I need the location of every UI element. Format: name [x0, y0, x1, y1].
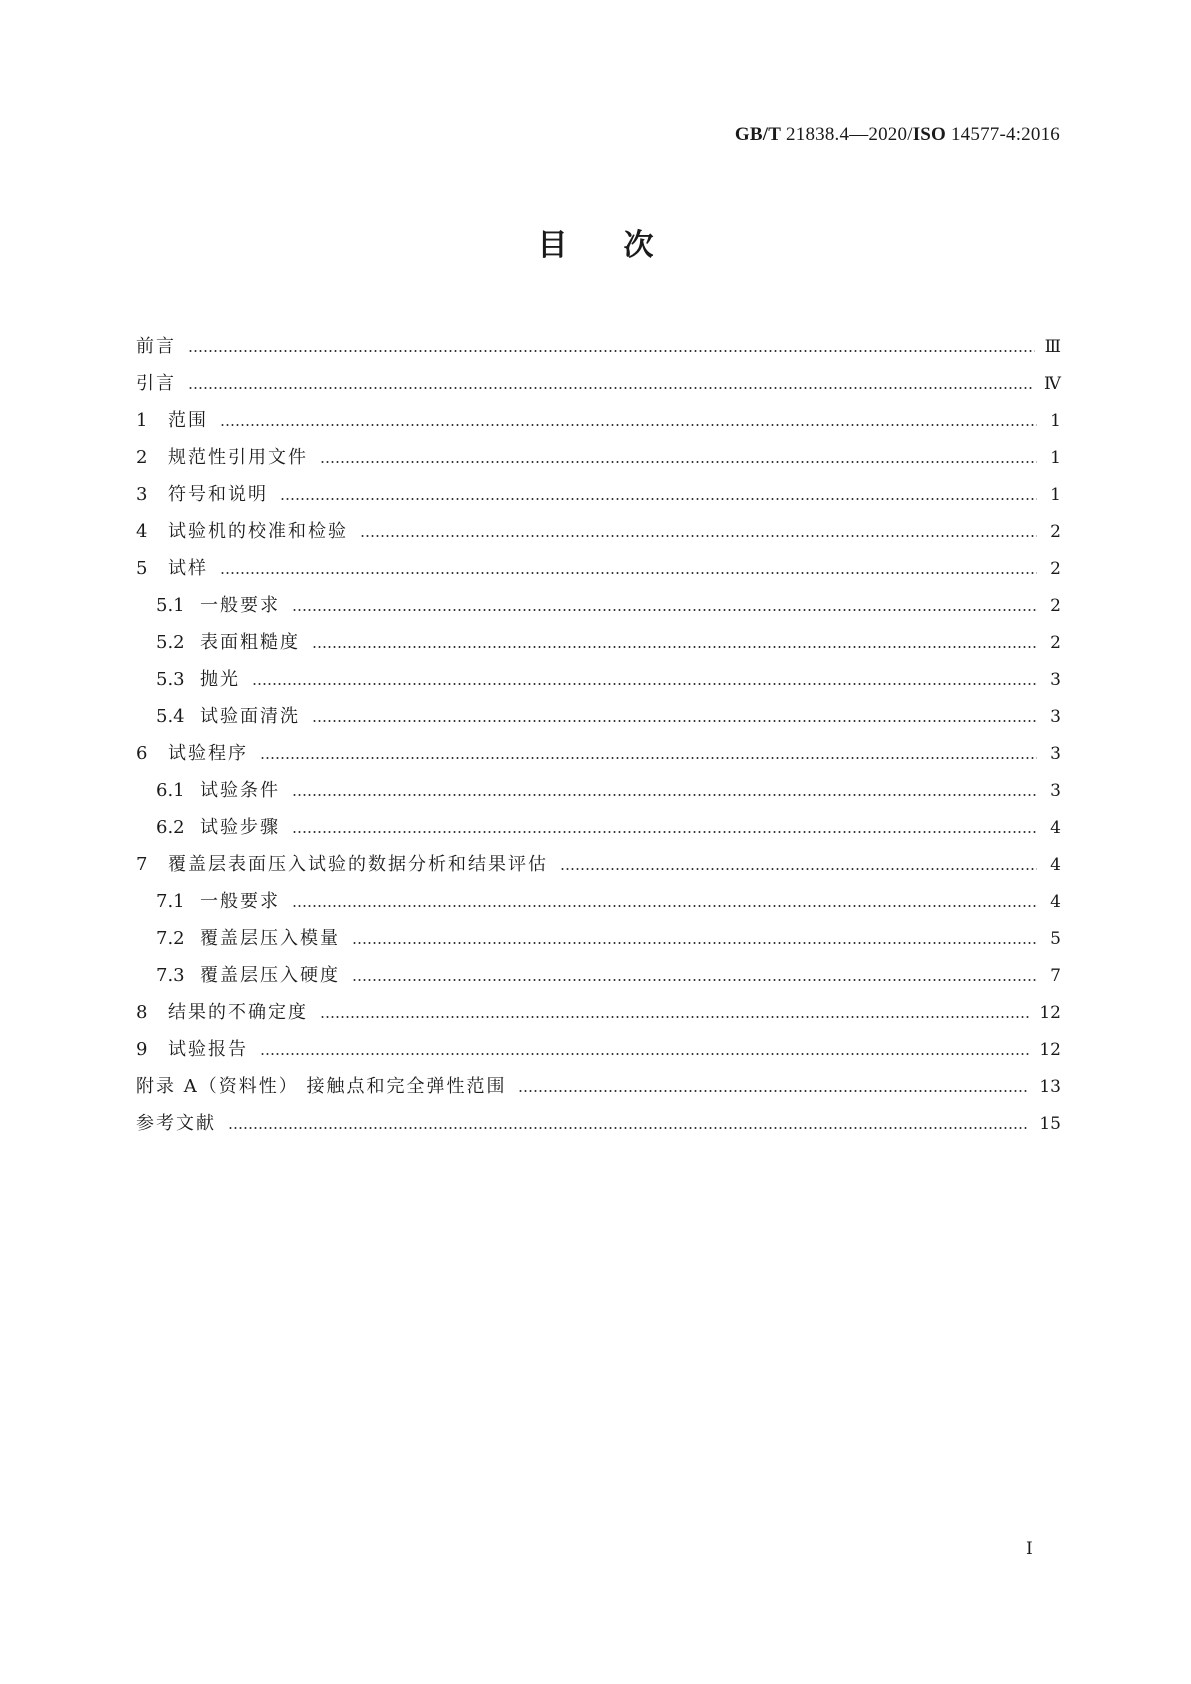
page-number: I	[1026, 1539, 1033, 1559]
toc-entry-number: 9	[136, 1038, 148, 1060]
toc-dot-leader	[292, 905, 1037, 907]
toc-entry-label: 试验面清洗	[200, 705, 300, 727]
toc-entry-label: 试验条件	[200, 779, 280, 801]
toc-entry-label: 规范性引用文件	[168, 446, 308, 468]
toc-entry-label: 试验程序	[168, 742, 248, 764]
toc-entry-page: Ⅳ	[1044, 373, 1061, 394]
toc-dot-leader	[220, 572, 1037, 574]
toc-entry[interactable]	[136, 920, 1061, 957]
page-title: 目次	[537, 228, 710, 263]
toc-entry-label: 范围	[168, 409, 208, 431]
toc-entry-label: 引言	[136, 372, 176, 394]
toc-entry[interactable]	[136, 550, 1061, 587]
toc-dot-leader	[188, 387, 1034, 389]
toc-entry-page: 2	[1050, 558, 1061, 579]
toc-entry-label: 覆盖层表面压入试验的数据分析和结果评估	[168, 853, 548, 875]
toc-entry-page: 1	[1050, 410, 1061, 431]
toc-entry[interactable]	[136, 698, 1061, 735]
toc-entry[interactable]	[136, 661, 1061, 698]
toc-dot-leader	[518, 1090, 1029, 1092]
toc-entry-label: 试验报告	[168, 1038, 248, 1060]
toc-entry-label: 一般要求	[200, 594, 280, 616]
toc-entry[interactable]	[136, 772, 1061, 809]
toc-entry-label: 结果的不确定度	[168, 1001, 308, 1023]
table-of-contents	[136, 328, 1061, 1142]
toc-dot-leader	[280, 498, 1037, 500]
toc-dot-leader	[352, 942, 1037, 944]
toc-entry[interactable]	[136, 624, 1061, 661]
toc-dot-leader	[260, 1053, 1029, 1055]
toc-entry-page: 3	[1050, 780, 1061, 801]
toc-entry-label: 试验机的校准和检验	[168, 520, 348, 542]
toc-dot-leader	[320, 1016, 1029, 1018]
toc-entry-page: Ⅲ	[1044, 336, 1061, 357]
toc-entry[interactable]	[136, 476, 1061, 513]
toc-dot-leader	[312, 720, 1037, 722]
toc-dot-leader	[260, 757, 1037, 759]
toc-entry-number: 5.1	[156, 594, 185, 616]
toc-entry-label: 符号和说明	[168, 483, 268, 505]
toc-entry-page: 2	[1050, 595, 1061, 616]
toc-entry-number: 6	[136, 742, 148, 764]
toc-entry-page: 12	[1039, 1002, 1061, 1023]
toc-entry-page: 12	[1039, 1039, 1061, 1060]
toc-entry-number: 6.1	[156, 779, 185, 801]
toc-entry-page: 3	[1050, 669, 1061, 690]
toc-entry-label: 试验步骤	[200, 816, 280, 838]
toc-entry[interactable]	[136, 439, 1061, 476]
toc-dot-leader	[292, 831, 1037, 833]
toc-entry-page: 15	[1039, 1113, 1061, 1134]
toc-entry-page: 4	[1050, 854, 1061, 875]
toc-entry-page: 2	[1050, 521, 1061, 542]
standard-number: 21838.4—2020/	[781, 124, 913, 145]
toc-entry-label: 参考文献	[136, 1112, 216, 1134]
toc-entry-label: 覆盖层压入模量	[200, 927, 340, 949]
toc-entry[interactable]	[136, 1105, 1061, 1142]
toc-entry[interactable]	[136, 846, 1061, 883]
toc-entry-number: 7	[136, 853, 148, 875]
toc-entry-number: 8	[136, 1001, 148, 1023]
toc-entry-page: 13	[1039, 1076, 1061, 1097]
toc-dot-leader	[188, 350, 1035, 352]
toc-entry-page: 3	[1050, 706, 1061, 727]
toc-entry-number: 7.2	[156, 927, 185, 949]
standard-header	[735, 124, 1060, 146]
toc-dot-leader	[292, 609, 1037, 611]
toc-entry-page: 1	[1050, 484, 1061, 505]
toc-entry[interactable]	[136, 328, 1061, 365]
toc-entry-number: 5.2	[156, 631, 185, 653]
toc-dot-leader	[320, 461, 1037, 463]
iso-number: 14577-4:2016	[946, 124, 1060, 145]
toc-entry-number: 2	[136, 446, 148, 468]
iso-prefix: ISO	[912, 124, 947, 145]
toc-dot-leader	[560, 868, 1037, 870]
toc-entry-number: 7.3	[156, 964, 185, 986]
toc-dot-leader	[352, 979, 1037, 981]
standard-prefix: GB/T	[734, 124, 782, 145]
toc-entry-number: 5.3	[156, 668, 185, 690]
toc-entry-label: 一般要求	[200, 890, 280, 912]
toc-entry-page: 3	[1050, 743, 1061, 764]
toc-entry-page: 7	[1050, 965, 1061, 986]
toc-entry[interactable]	[136, 402, 1061, 439]
toc-entry-number: 1	[136, 409, 148, 431]
toc-entry-page: 1	[1050, 447, 1061, 468]
toc-entry-number: 5	[136, 557, 148, 579]
toc-dot-leader	[360, 535, 1037, 537]
toc-dot-leader	[252, 683, 1037, 685]
toc-entry-label: 附录 A（资料性） 接触点和完全弹性范围	[136, 1075, 507, 1097]
toc-entry[interactable]	[136, 513, 1061, 550]
toc-entry-page: 4	[1050, 817, 1061, 838]
toc-entry[interactable]	[136, 883, 1061, 920]
toc-entry[interactable]	[136, 587, 1061, 624]
toc-entry-label: 抛光	[200, 668, 240, 690]
toc-entry[interactable]	[136, 1031, 1061, 1068]
toc-entry[interactable]	[136, 735, 1061, 772]
toc-entry-number: 7.1	[156, 890, 185, 912]
toc-entry[interactable]	[136, 809, 1061, 846]
toc-dot-leader	[312, 646, 1037, 648]
toc-entry-number: 5.4	[156, 705, 185, 727]
toc-entry-label: 试样	[168, 557, 208, 579]
toc-entry-page: 5	[1050, 928, 1061, 949]
toc-dot-leader	[292, 794, 1037, 796]
toc-entry-number: 4	[136, 520, 148, 542]
toc-entry-label: 表面粗糙度	[200, 631, 300, 653]
toc-entry-label: 覆盖层压入硬度	[200, 964, 340, 986]
toc-entry-number: 3	[136, 483, 148, 505]
toc-entry-page: 4	[1050, 891, 1061, 912]
toc-entry-number: 6.2	[156, 816, 185, 838]
toc-dot-leader	[228, 1127, 1029, 1129]
toc-entry[interactable]	[136, 994, 1061, 1031]
toc-entry-page: 2	[1050, 632, 1061, 653]
toc-entry-label: 前言	[136, 335, 176, 357]
toc-entry[interactable]	[136, 957, 1061, 994]
toc-entry[interactable]	[136, 1068, 1061, 1105]
toc-entry[interactable]	[136, 365, 1061, 402]
toc-dot-leader	[220, 424, 1037, 426]
